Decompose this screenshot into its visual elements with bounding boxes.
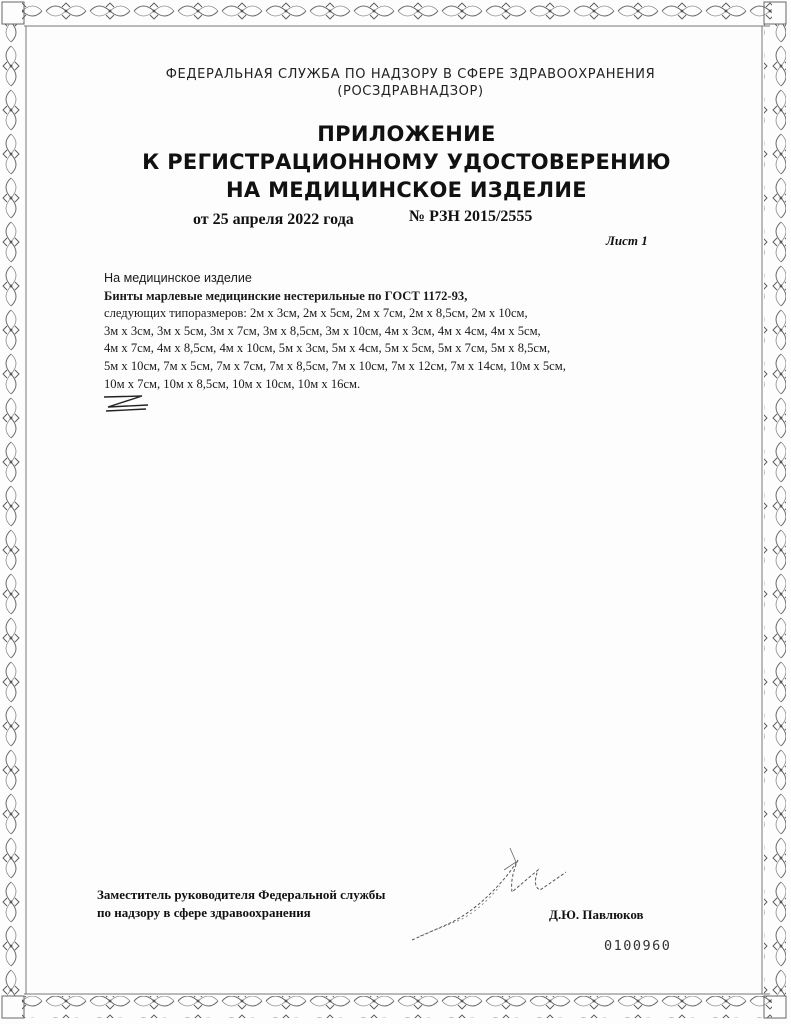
handwritten-signature	[400, 840, 580, 950]
sizes-list	[104, 305, 674, 393]
signatory-name: Д.Ю. Павлюков	[549, 907, 644, 922]
document-body	[104, 270, 674, 393]
intro-text: На медицинское изделие	[104, 271, 252, 285]
signatory-position	[97, 886, 385, 922]
sizes-line: 5м х 10см, 7м х 5см, 7м х 7см, 7м х 8,5см, 7м х 10см, 7м х 12см, 7м х 14см, 10м х 5см,	[104, 358, 566, 373]
sizes-line: 3м х 3см, 3м х 5см, 3м х 7см, 3м х 8,5см, 3м х 10см, 4м х 3см, 4м х 4см, 4м х 5см,	[104, 323, 541, 338]
registration-number: № РЗН 2015/2555	[409, 208, 533, 225]
title-line-3: НА МЕДИЦИНСКОЕ ИЗДЕЛИЕ	[226, 178, 587, 202]
position-line-2: по надзору в сфере здравоохранения	[97, 905, 311, 920]
registration-line	[193, 208, 533, 229]
sizes-line: следующих типоразмеров: 2м х 3см, 2м х 5см, 2м х 7см, 2м х 8,5см, 2м х 10см,	[104, 306, 528, 321]
agency-name: ФЕДЕРАЛЬНАЯ СЛУЖБА ПО НАДЗОРУ В СФЕРЕ ЗДРАВООХРАНЕНИЯ	[165, 67, 656, 82]
title-line-2: К РЕГИСТРАЦИОННОМУ УДОСТОВЕРЕНИЮ	[142, 150, 671, 174]
sizes-line: 4м х 7см, 4м х 8,5см, 4м х 10см, 5м х 3см, 5м х 4см, 5м х 5см, 5м х 7см, 5м х 8,5см,	[104, 341, 551, 356]
position-line-1: Заместитель руководителя Федеральной службы	[97, 887, 386, 902]
sizes-line: 10м х 7см, 10м х 8,5см, 10м х 10см, 10м х 16см.	[104, 376, 361, 391]
document-title	[0, 120, 791, 204]
form-serial-number: 0100960	[604, 938, 672, 954]
agency-header	[0, 66, 791, 100]
sheet-number: Лист 1	[606, 233, 648, 248]
registration-date: от 25 апреля 2022 года	[193, 211, 354, 228]
title-line-1: ПРИЛОЖЕНИЕ	[317, 122, 496, 146]
end-of-text-mark	[102, 393, 152, 415]
product-name: Бинты марлевые медицинские нестерильные по ГОСТ 1172-93,	[104, 288, 468, 303]
agency-abbreviation: (РОСЗДРАВНАДЗОР)	[337, 84, 484, 99]
